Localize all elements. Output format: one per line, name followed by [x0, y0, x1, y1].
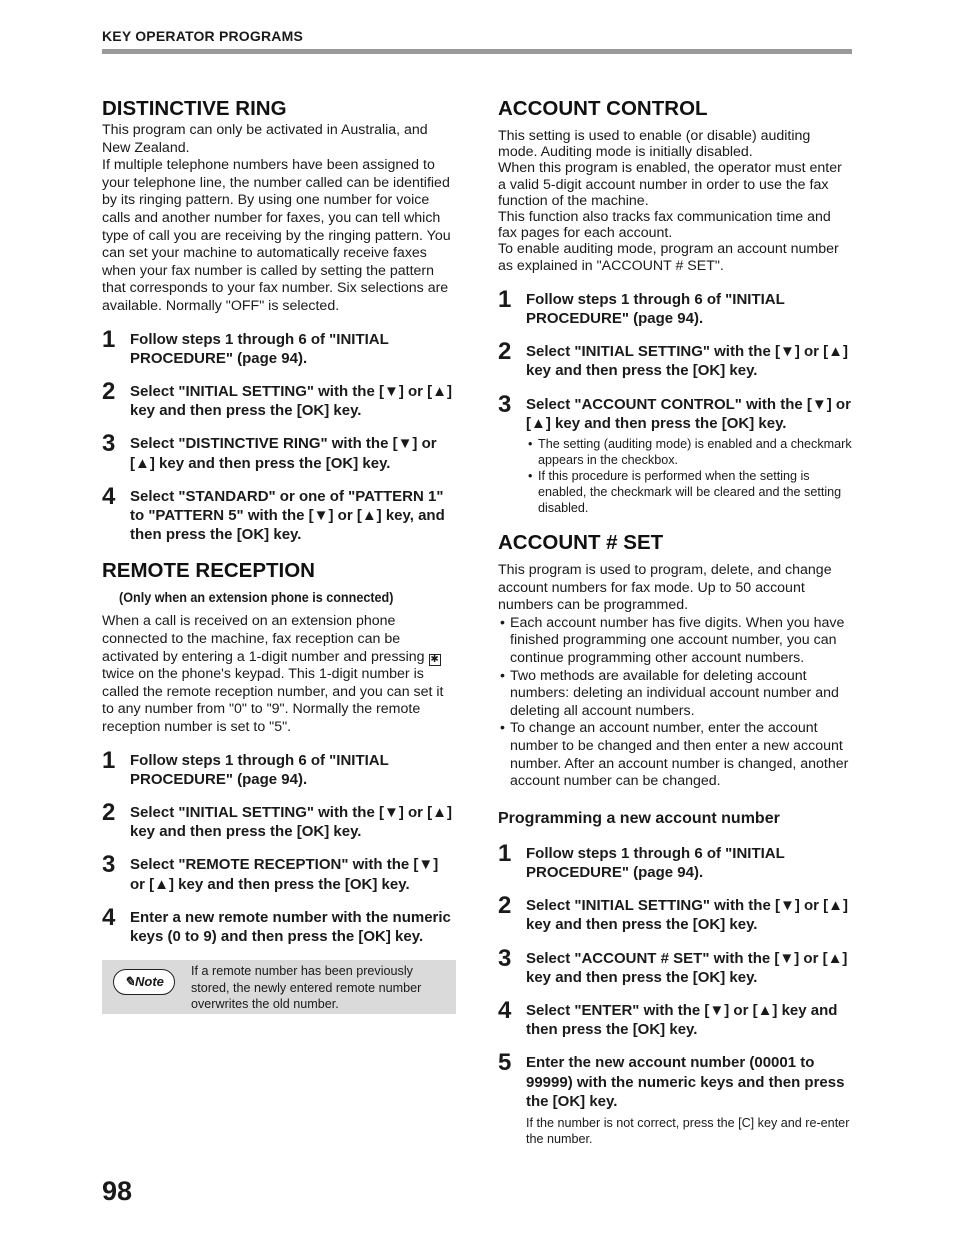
step-item [102, 903, 456, 946]
account-set-heading: ACCOUNT # SET [498, 531, 664, 555]
account-control-steps [498, 285, 852, 516]
step-text: Select "INITIAL SETTING" with the [▼] or [▲] key and then press the [OK] key. [130, 382, 452, 420]
note-badge [113, 969, 175, 995]
step-number: 3 [102, 851, 116, 879]
account-control-intro-2: When this program is enabled, the operator must enter a valid 5-digit account number in order to use the fax function of the machine. [498, 160, 842, 209]
step-item [102, 798, 456, 841]
step-text: Follow steps 1 through 6 of "INITIAL PROCEDURE" (page 94). [526, 844, 785, 881]
remote-reception-subheading: (Only when an extension phone is connected) [119, 589, 394, 606]
step-item [102, 325, 456, 368]
distinctive-ring-steps [102, 325, 456, 545]
account-control-intro-1: This setting is used to enable (or disable) auditing mode. Auditing mode is initially disabled. [498, 128, 811, 161]
step-text: Select "ENTER" with the [▼] or [▲] key and then press the [OK] key. [526, 1001, 838, 1039]
step-number: 3 [102, 430, 116, 458]
right-column [498, 96, 852, 1161]
account-set-steps [498, 839, 852, 1147]
step-number: 1 [498, 839, 512, 867]
bullet-item: • The setting (auditing mode) is enabled and a checkmark appears in the checkbox. [526, 436, 852, 468]
step-item [498, 1049, 852, 1147]
step-number: 2 [102, 377, 116, 405]
header-title: KEY OPERATOR PROGRAMS [102, 28, 304, 44]
step-note: If the number is not correct, press the [C] key and re-enter the number. [526, 1116, 850, 1146]
bullet-item: • To change an account number, enter the account number to be changed and then enter a new account number. After an account number is changed, another account number can be changed. [498, 720, 852, 790]
remote-reception-intro [102, 613, 456, 736]
step-number: 3 [498, 944, 512, 972]
step-text: Follow steps 1 through 6 of "INITIAL PROCEDURE" (page 94). [526, 290, 785, 328]
step-number: 3 [498, 390, 512, 418]
remote-reception-intro-a: When a call is received on an extension phone connected to the machine, fax reception can be activated by entering a 1-digit number and pressing [102, 613, 425, 665]
asterisk-key-icon: ✱ [430, 653, 439, 665]
step-item [498, 390, 852, 516]
step-text: Follow steps 1 through 6 of "INITIAL PROCEDURE" (page 94). [130, 751, 389, 788]
step-number: 2 [498, 338, 512, 366]
bullet-item: • Two methods are available for deleting account numbers: deleting an individual account number and deleting all account numbers. [498, 668, 852, 721]
step-item [102, 377, 456, 420]
page-number: 98 [102, 1176, 133, 1206]
step-text: Select "INITIAL SETTING" with the [▼] or [▲] key and then press the [OK] key. [130, 803, 452, 841]
programming-subheading: Programming a new account number [498, 809, 780, 827]
step-item [498, 338, 852, 380]
step-text: Select "ACCOUNT # SET" with the [▼] or [▲] key and then press the [OK] key. [526, 949, 848, 986]
step-item [102, 430, 456, 472]
note-label: Note [135, 974, 164, 990]
step-number: 4 [102, 903, 116, 931]
step-number: 1 [498, 285, 512, 313]
step-number: 1 [102, 325, 116, 353]
account-control-intro-4: To enable auditing mode, program an account number as explained in "ACCOUNT # SET". [498, 241, 839, 274]
step-bullets [526, 436, 852, 516]
distinctive-ring-intro-2: If multiple telephone numbers have been assigned to your telephone line, the number called can be identified by its ringing pattern. By using one number for voice calls and another number for faxes, you can tell which type of call you are receiving by the ringing pattern. You can set your machine to automatically receive faxes when your fax number is called by setting the pattern that corresponds to your fax number. Six selections are available. Normally "OFF" is selected. [102, 157, 451, 314]
remote-reception-steps [102, 746, 456, 947]
step-item [498, 892, 852, 934]
step-item [498, 996, 852, 1039]
bullet-item: • If this procedure is performed when the setting is enabled, the checkmark will be cleared and the setting disabled. [526, 468, 852, 516]
page-header [102, 28, 852, 44]
step-text: Select "STANDARD" or one of "PATTERN 1" to "PATTERN 5" with the [▼] or [▲] key, and then press the [OK] key. [130, 487, 445, 544]
step-text: Select "ACCOUNT CONTROL" with the [▼] or [▲] key and then press the [OK] key. [526, 395, 851, 432]
step-text: Enter the new account number (00001 to 99999) with the numeric keys and then press the [OK] key. [526, 1054, 845, 1110]
step-text: Follow steps 1 through 6 of "INITIAL PROCEDURE" (page 94). [130, 330, 389, 367]
step-number: 1 [102, 746, 116, 774]
note-pencil-icon: ✎ [124, 974, 135, 990]
step-text: Enter a new remote number with the numeric keys (0 to 9) and then press the [OK] key. [130, 908, 451, 945]
note-text: If a remote number has been previously stored, the newly entered remote number overwrites the old number. [191, 964, 422, 1011]
step-item [102, 746, 456, 789]
remote-reception-intro-b: twice on the phone's keypad. This 1-digit number is called the remote reception number, and you can set it to any number from "0" to "9". Normally the remote reception number is set to "5". [102, 666, 444, 735]
step-number: 4 [102, 482, 116, 510]
step-item [498, 839, 852, 882]
bullet-item: • Each account number has five digits. When you have finished programming one account number, you can continue programming other account numbers. [498, 615, 852, 668]
account-control-heading: ACCOUNT CONTROL [498, 97, 708, 120]
step-item [102, 482, 456, 545]
step-text: Select "DISTINCTIVE RING" with the [▼] or [▲] key and then press the [OK] key. [130, 435, 437, 472]
distinctive-ring-intro-1: This program can only be activated in Australia, and New Zealand. [102, 122, 428, 156]
account-control-intro-3: This function also tracks fax communication time and fax pages for each account. [498, 209, 831, 242]
remote-reception-heading: REMOTE RECEPTION [102, 559, 315, 583]
step-text: Select "INITIAL SETTING" with the [▼] or [▲] key and then press the [OK] key. [526, 343, 848, 380]
step-number: 4 [498, 996, 512, 1024]
distinctive-ring-heading: DISTINCTIVE RING [102, 97, 287, 120]
step-number: 5 [498, 1049, 512, 1077]
account-set-intro: This program is used to program, delete, and change account numbers for fax mode. Up to 50 account numbers can be programmed. [498, 562, 832, 614]
note-box [102, 960, 456, 1014]
step-item [102, 851, 456, 893]
left-column [102, 96, 456, 1014]
step-text: Select "REMOTE RECEPTION" with the [▼] or [▲] key and then press the [OK] key. [130, 856, 439, 893]
step-item [498, 944, 852, 987]
step-number: 2 [102, 798, 116, 826]
step-item [498, 285, 852, 328]
step-text: Select "INITIAL SETTING" with the [▼] or [▲] key and then press the [OK] key. [526, 897, 848, 934]
step-number: 2 [498, 892, 512, 920]
header-rule [102, 49, 852, 54]
account-set-bullets [498, 615, 852, 791]
